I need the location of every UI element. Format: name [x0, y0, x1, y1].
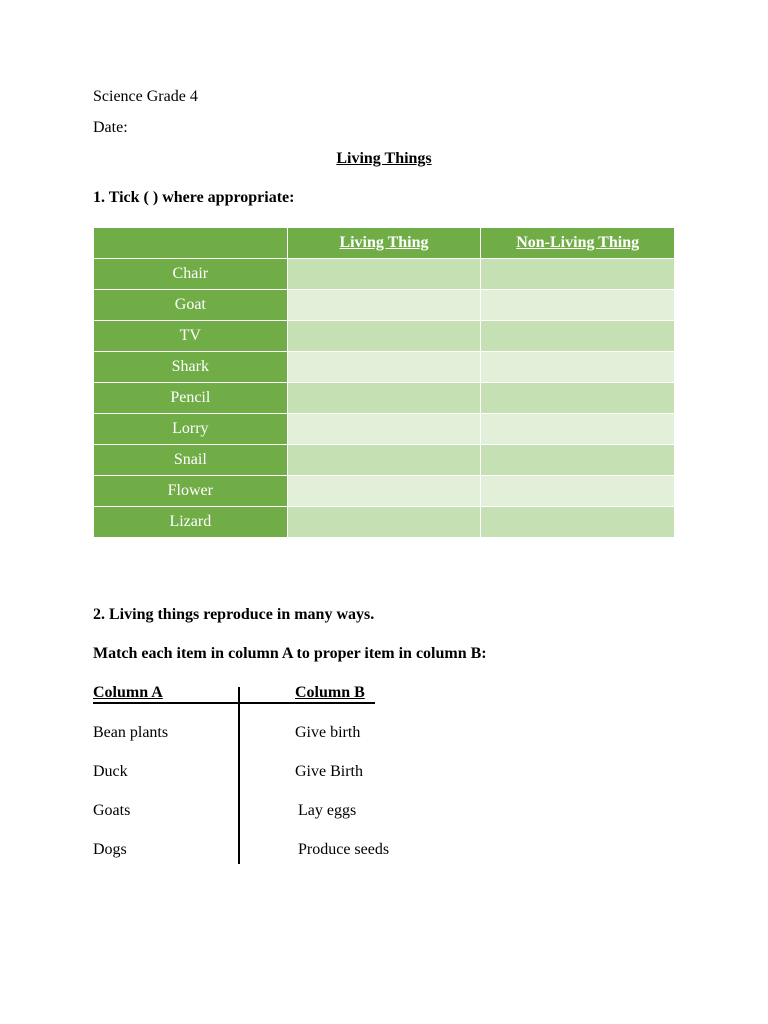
table-row [94, 383, 675, 414]
item-label: Flower [94, 476, 288, 507]
column-b-item: Lay eggs [298, 802, 357, 819]
table-header-row [94, 228, 675, 259]
living-tick-cell[interactable] [287, 476, 481, 507]
living-tick-cell[interactable] [287, 290, 481, 321]
living-tick-cell[interactable] [287, 383, 481, 414]
item-label: TV [94, 321, 288, 352]
item-label: Pencil [94, 383, 288, 414]
column-a-item: Goats [93, 802, 131, 819]
item-label: Goat [94, 290, 288, 321]
table-row [94, 414, 675, 445]
table-header-non-living: Non-Living Thing [481, 228, 675, 259]
column-a-header: Column A [93, 684, 163, 701]
table-header-living: Living Thing [287, 228, 481, 259]
non-living-tick-cell[interactable] [481, 414, 675, 445]
column-b-item: Give birth [295, 724, 361, 741]
table-row [94, 476, 675, 507]
living-tick-cell[interactable] [287, 352, 481, 383]
item-label: Lizard [94, 507, 288, 538]
living-tick-cell[interactable] [287, 321, 481, 352]
column-divider [238, 687, 240, 864]
living-tick-cell[interactable] [287, 445, 481, 476]
header-rule [93, 702, 375, 704]
matching-instruction: Match each item in column A to proper item in column B: [93, 645, 487, 662]
non-living-tick-cell[interactable] [481, 445, 675, 476]
column-a-item: Bean plants [93, 724, 169, 741]
table-row [94, 507, 675, 538]
column-b-header: Column B [295, 684, 365, 701]
date-label: Date: [93, 119, 128, 136]
living-tick-cell[interactable] [287, 507, 481, 538]
page-title: Living Things [336, 150, 432, 167]
tick-table [93, 227, 675, 538]
living-tick-cell[interactable] [287, 259, 481, 290]
non-living-tick-cell[interactable] [481, 290, 675, 321]
item-label: Chair [94, 259, 288, 290]
column-b-item: Produce seeds [298, 841, 390, 858]
table-row [94, 321, 675, 352]
non-living-tick-cell[interactable] [481, 352, 675, 383]
non-living-tick-cell[interactable] [481, 383, 675, 414]
non-living-tick-cell[interactable] [481, 321, 675, 352]
item-label: Lorry [94, 414, 288, 445]
non-living-tick-cell[interactable] [481, 507, 675, 538]
table-row [94, 259, 675, 290]
subject-line: Science Grade 4 [93, 88, 198, 105]
table-row [94, 352, 675, 383]
question-2-prompt: 2. Living things reproduce in many ways. [93, 606, 375, 623]
living-tick-cell[interactable] [287, 414, 481, 445]
table-row [94, 290, 675, 321]
column-a-item: Duck [93, 763, 128, 780]
column-a-item: Dogs [93, 841, 127, 858]
table-row [94, 445, 675, 476]
table-header-empty [94, 228, 288, 259]
question-1-prompt: 1. Tick ( ) where appropriate: [93, 189, 295, 206]
column-b-item: Give Birth [295, 763, 363, 780]
item-label: Shark [94, 352, 288, 383]
non-living-tick-cell[interactable] [481, 259, 675, 290]
item-label: Snail [94, 445, 288, 476]
non-living-tick-cell[interactable] [481, 476, 675, 507]
